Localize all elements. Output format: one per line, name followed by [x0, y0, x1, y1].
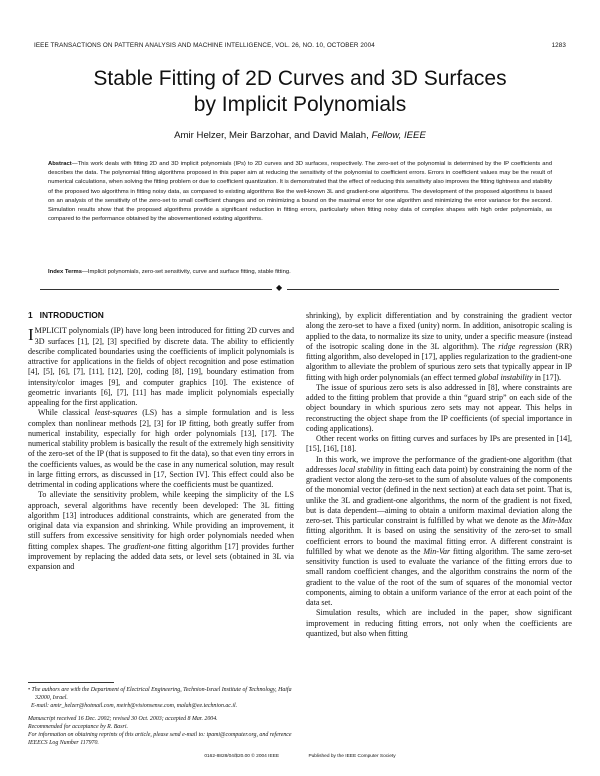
abstract	[48, 160, 552, 224]
publisher-note: Published by the IEEE Computer Society	[308, 754, 396, 759]
paragraph-text: To alleviate the sensitivity problem, while keeping the simplicity of the LS approach, several algorithms have recently been developed: The 3L fitting algorithm [13] introduces additional constraints, which are generated from the original data via expansion and shrinking. While providing an improvement, it still suffers from excessive sensitivity for high order polynomials needed when fitting complex shapes. The	[28, 490, 294, 551]
emphasis-term: global instability	[477, 372, 533, 382]
separator-rule-right	[287, 289, 559, 290]
paper-title	[0, 66, 600, 118]
page-number: 1283	[551, 42, 566, 49]
footnote-text: Recommended for acceptance by R. Basri.	[28, 724, 128, 730]
emphasis-term: ridge regression	[498, 341, 553, 351]
separator-diamond: ◆	[276, 283, 283, 292]
author-line	[0, 130, 600, 141]
paragraph-text: While classical	[38, 408, 95, 418]
paragraph-text: in [17]).	[532, 372, 562, 382]
paragraph-text: fitting algorithm. It is based on using the sensitivity of the zero-set to small coefficient errors to bound the maximal fitting error. A different constraint is fulfilled by what we denote as the	[306, 526, 572, 556]
left-column	[28, 310, 294, 572]
right-paragraph-5: Simulation results, which are included in the paper, show significant improvement in reducing fitting errors, not only when the coefficients are quantized, but also when fitting	[306, 608, 572, 638]
footnote-text: • The authors are with the Department of Electrical Engineering, Technion-Israel Institute of Technology, Haifa 32000, Israel.	[28, 687, 292, 701]
separator-rule-left	[40, 289, 272, 290]
drop-cap: I	[28, 325, 34, 345]
bottom-line	[0, 754, 600, 759]
authors: Amir Helzer, Meir Barzohar, and David Malah,	[174, 130, 369, 141]
emphasis-term: local stability	[339, 464, 384, 474]
paragraph-text: in fitting each data point) by constraining the norm of the gradient vector along the zero-set to the sum of absolute values of the components of the monomial vector (defined in the next section) at each data set point. That is, unlike the 3L and gradient-one algorithms, the norm of the gradient is not fixed, but is data dependent—aiming to obtain a uniform maximal deviation along the zero-set. This particular constraint is fulfilled by what we denote as the	[306, 464, 572, 525]
abstract-label: Abstract	[48, 161, 72, 167]
paragraph-text: shrinking), by explicit differentiation and by constraining the gradient vector along the zero-set to have a fixed (unity) norm. In addition, anisotropic scaling is applied to the data, to normalize its size to unity, under a specific measure (instead of the isotropic scaling done in the 3L algorithm). The	[306, 311, 572, 351]
right-paragraph-1	[306, 311, 572, 383]
journal-header: IEEE TRANSACTIONS ON PATTERN ANALYSIS AND MACHINE INTELLIGENCE, VOL. 26, NO. 10, OCTOBER 2004	[34, 42, 375, 49]
emphasis-term: gradient-one	[123, 541, 165, 551]
intro-paragraph-2	[28, 408, 294, 490]
index-terms	[48, 268, 552, 277]
footnote-email	[30, 702, 294, 710]
paragraph-text: In this work, we improve the performance of the gradient-one algorithm (that addresses	[306, 454, 572, 474]
section-heading	[28, 310, 294, 320]
index-terms-label: Index Terms	[48, 269, 82, 275]
issn-copyright: 0162-8828/04/$20.00 © 2004 IEEE	[204, 754, 280, 759]
author-suffix: Fellow, IEEE	[371, 130, 426, 141]
intro-paragraph-1	[28, 326, 294, 408]
footnote-text: E-mail: amir_helzer@hotmail.com, meirb@visionsense.com, malah@ee.technion.ac.il.	[30, 703, 238, 709]
right-paragraph-2: The issue of spurious zero sets is also addressed in [8], where constraints are added to the fitting problem that provide a thin “guard strip” on each side of the object boundary in which spurious zero sets may not appear. This helps in reconstructing the object shape from the IP coefficients (of special importance in coding applications).	[306, 382, 572, 433]
intro-paragraph-3	[28, 490, 294, 572]
footnotes	[28, 686, 294, 747]
running-head	[34, 42, 566, 49]
title-line-2: by Implicit Polynomials	[193, 93, 407, 116]
paragraph-text: fitting algorithm. The same zero-set sensitivity function is used to evaluate the variance of the fitting errors due to small random coefficient changes, and the algorithm constrains the norm of the gradient to the value of the root of the sum of squares of the monomial vector components, aiming to obtain a uniform variance of the error at each point of the data set.	[306, 546, 572, 607]
section-title: INTRODUCTION	[39, 310, 104, 320]
footnote-text: Manuscript received 16 Dec. 2002; revised 30 Oct. 2003; accepted 8 Mar. 2004.	[28, 716, 218, 722]
section-number: 1	[28, 310, 33, 320]
right-column	[306, 311, 572, 639]
index-terms-text: —Implicit polynomials, zero-set sensitivity, curve and surface fitting, stable fitting.	[82, 269, 291, 275]
footnote-rule	[28, 682, 114, 683]
paragraph-text: (RR) fitting algorithm, also developed in [17], applies regularization to the gradient-one algorithm to alleviate the problem of spurious zero sets that typically appear in IP fitting with high order polynomials (an effect termed	[306, 341, 572, 382]
paragraph-text: MPLICIT polynomials (IP) have long been introduced for fitting 2D curves and 3D surfaces [1], [2], [3] specified by discrete data. The ability to efficiently describe complicated boundaries using the coefficients of implicit polynomials is attractive for applications in the fields of object recognition and pose estimation [4], [5], [6], [7], [11], [12], [20], coding [8], [19], boundary estimation from intensity/color images [9], and computer graphics [10]. The existence of geometric invariants [6], [7], [11] has made implicit polynomials especially appealing for the first application.	[28, 326, 294, 407]
paragraph-text: fitting algorithm [17] provides further improvement by replacing the added data sets, or level sets (obtained in 3L via expansion and	[28, 541, 294, 571]
title-line-1: Stable Fitting of 2D Curves and 3D Surfaces	[93, 67, 507, 90]
emphasis-term: Min-Max	[542, 516, 572, 525]
abstract-text: —This work deals with fitting 2D and 3D implicit polynomials (IPs) to 2D curves and 3D surfaces, respectively. The zero-set of the polynomial is determined by the IP coefficients and describes the data. The polynomial fitting algorithms proposed in this paper aim at reducing the sensitivity of the polynomial to coefficient errors. Errors in coefficient values may be the result of numerical calculations, when solving the fitting problem or due to coefficient quantization. It is demonstrated that the effect of reducing this sensitivity also improves the fitting tightness and stability of the proposed two algorithms in fitting noisy data, as compared to existing algorithms like the well-known 3L and gradient-one algorithms. The development of the proposed algorithms is based on an analysis of the sensitivity of the zero-set to small coefficient changes and on minimizing a bound on the maximal error for one algorithm and minimizing the error variance for the second. Simulation results show that the proposed algorithms provide a significant reduction in fitting errors, particularly when fitting noisy data of complex shapes with high order polynomials, as compared to the performance obtained by the abovementioned existing algorithms.	[48, 161, 552, 223]
right-paragraph-4	[306, 455, 572, 609]
footnote-manuscript	[28, 715, 294, 723]
right-paragraph-3: Other recent works on fitting curves and surfaces by IPs are presented in [14], [15], [16], [18].	[306, 434, 572, 454]
paragraph-text: (LS) has a simple formulation and is less complex than nonlinear methods [2], [3] for IP fitting, both greatly suffer from numerical instability, especially for high order polynomials [13], [17]. The numerical stability problem is basically the result of the extremely high sensitivity of the zero-set of the IP (that is supposed to fit the data), so that even tiny errors in the coefficients values, as would be the case in any numerical solution, may result in large fitting errors, as discussed in [17, Section IV]. This effect could also be detrimental in coding applications where the coefficients must be quantized.	[28, 408, 294, 489]
footnote-affiliation	[28, 686, 294, 702]
emphasis-term: Min-Var	[423, 546, 451, 556]
footnote-text: For information on obtaining reprints of this article, please send e-mail to: tpami@computer.org, and reference IEEECS Log Number 117970.	[28, 732, 292, 746]
footnote-recommended	[28, 723, 294, 731]
footnote-reprints	[28, 731, 294, 747]
emphasis-term: least-squares	[94, 408, 138, 418]
